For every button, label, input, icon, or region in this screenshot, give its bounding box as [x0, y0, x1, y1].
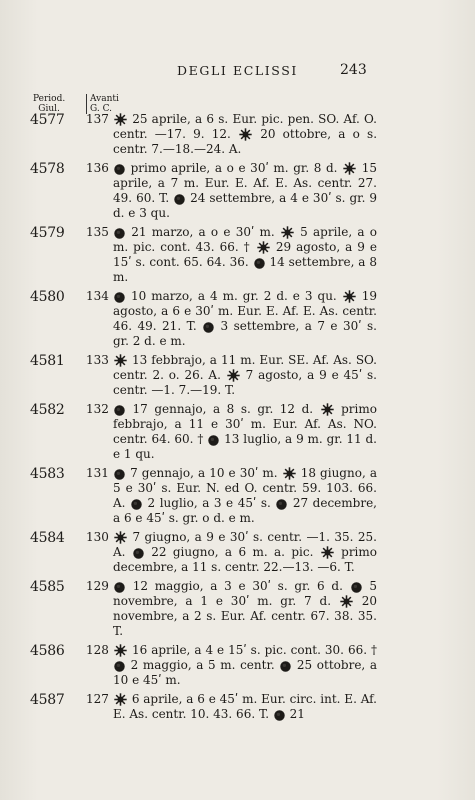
eclipse-entry — [0, 161, 475, 221]
year-before-christ: 132 — [86, 402, 109, 416]
entry-text: 20 novembre, a 2 s. Eur. Af. centr. 67. 38. 35. T. — [113, 594, 377, 638]
entry-text: 22 giugno, a 6 m. a. pic. — [144, 545, 320, 559]
sun-eclipse-icon — [321, 403, 334, 416]
entry-text: 17 gennajo, a 8 s. gr. 12 d. — [126, 402, 320, 416]
entry-text: 27 decembre, a 6 e 45ʹ s. gr. o d. e m. — [113, 496, 377, 525]
moon-eclipse-icon — [114, 164, 125, 175]
entry-text: 24 settembre, a 4 e 30ʹ s. gr. 9 d. e 3 qu. — [113, 191, 378, 220]
eclipse-entries — [0, 112, 475, 726]
sun-eclipse-icon — [257, 241, 270, 254]
eclipse-entry — [0, 643, 475, 688]
moon-eclipse-icon — [114, 582, 125, 593]
entry-text: 7 agosto, a 9 e 45ʹ s. centr. —1. 7.—19. T. — [113, 368, 377, 397]
sun-eclipse-icon — [114, 644, 127, 657]
entry-text: 5 novembre, a 1 e 30ʹ m. gr. 7 d. — [113, 579, 377, 608]
eclipse-description — [113, 112, 377, 157]
eclipse-description — [113, 692, 377, 722]
sun-eclipse-icon — [227, 369, 240, 382]
year-before-christ: 136 — [86, 161, 109, 175]
sun-eclipse-icon — [114, 531, 127, 544]
entry-text: 6 aprile, a 6 e 45ʹ m. Eur. circ. int. E. Af. E. As. centr. 10. 43. 66. T. — [113, 692, 377, 721]
julian-period-year: 4584 — [30, 530, 65, 546]
moon-eclipse-icon — [203, 322, 214, 333]
julian-period-year: 4585 — [30, 579, 65, 595]
entry-text: primo aprile, a o e 30ʹ m. gr. 8 d. — [126, 161, 343, 175]
eclipse-description — [113, 643, 377, 688]
eclipse-description — [113, 161, 377, 221]
entry-text: 21 marzo, a o e 30ʹ m. — [126, 225, 280, 239]
entry-text: 3 settembre, a 7 e 30ʹ s. gr. 2 d. e m. — [113, 319, 377, 348]
eclipse-entry — [0, 466, 475, 526]
moon-eclipse-icon — [114, 661, 125, 672]
moon-eclipse-icon — [114, 405, 125, 416]
moon-eclipse-icon — [208, 435, 219, 446]
eclipse-entry — [0, 225, 475, 285]
year-before-christ: 137 — [86, 112, 109, 126]
moon-eclipse-icon — [351, 582, 362, 593]
julian-period-year: 4583 — [30, 466, 65, 482]
sun-eclipse-icon — [239, 128, 252, 141]
eclipse-description — [113, 466, 377, 526]
julian-period-year: 4587 — [30, 692, 65, 708]
year-before-christ: 134 — [86, 289, 109, 303]
entry-text: 19 agosto, a 6 e 30ʹ m. Eur. E. Af. E. As. centr. 46. 49. 21. T. — [113, 289, 377, 333]
julian-period-year: 4582 — [30, 402, 65, 418]
entry-text: 5 aprile, a o m. pic. cont. 43. 66. † — [113, 225, 378, 254]
sun-eclipse-icon — [343, 290, 356, 303]
year-before-christ: 127 — [86, 692, 109, 706]
entry-text: 7 giugno, a 9 e 30ʹ s. centr. —1. 35. 25. A. — [113, 530, 377, 559]
sun-eclipse-icon — [343, 162, 356, 175]
entry-text: primo decembre, a 11 s. centr. 22.—13. —6. T. — [113, 545, 377, 574]
entry-text: 15 aprile, a 7 m. Eur. E. Af. E. As. centr. 27. 49. 60. T. — [113, 161, 377, 205]
year-before-christ: 131 — [86, 466, 109, 480]
moon-eclipse-icon — [280, 661, 291, 672]
entry-text: 25 aprile, a 6 s. Eur. pic. pen. SO. Af. O. centr. —17. 9. 12. — [113, 112, 377, 141]
year-before-christ: 135 — [86, 225, 109, 239]
page-number: 243 — [340, 62, 367, 78]
entry-text: 10 marzo, a 4 m. gr. 2 d. e 3 qu. — [126, 289, 342, 303]
year-before-christ: 128 — [86, 643, 109, 657]
eclipse-entry — [0, 353, 475, 398]
moon-eclipse-icon — [133, 548, 144, 559]
eclipse-entry — [0, 289, 475, 349]
entry-text: 2 maggio, a 5 m. centr. — [126, 658, 280, 672]
julian-period-year: 4577 — [30, 112, 65, 128]
entry-text: 21 — [285, 707, 305, 721]
eclipse-description — [113, 402, 377, 462]
eclipse-entry — [0, 402, 475, 462]
entry-text: 7 gennajo, a 10 e 30ʹ m. — [126, 466, 282, 480]
entry-text: 14 settembre, a 8 m. — [113, 255, 377, 284]
column-header-period: Period. Giul. — [33, 94, 66, 114]
moon-eclipse-icon — [174, 194, 185, 205]
column-header-avanti: Avanti G. C. — [86, 94, 119, 114]
entry-text: 12 maggio, a 3 e 30ʹ s. gr. 6 d. — [126, 579, 350, 593]
entry-text: 13 luglio, a 9 m. gr. 11 d. e 1 qu. — [113, 432, 377, 461]
julian-period-year: 4580 — [30, 289, 65, 305]
eclipse-entry — [0, 112, 475, 157]
entry-text: 20 ottobre, a o s. centr. 7.—18.—24. A. — [113, 127, 378, 156]
year-before-christ: 129 — [86, 579, 109, 593]
eclipse-entry — [0, 579, 475, 639]
julian-period-year: 4586 — [30, 643, 65, 659]
running-title: DEGLI ECLISSI — [177, 63, 298, 78]
eclipse-entry — [0, 692, 475, 722]
entry-text: 16 aprile, a 4 e 15ʹ s. pic. cont. 30. 66. † — [128, 643, 377, 657]
eclipse-description — [113, 225, 377, 285]
julian-period-year: 4581 — [30, 353, 65, 369]
entry-text: 25 ottobre, a 10 e 45ʹ m. — [113, 658, 378, 687]
entry-text: 29 agosto, a 9 e 15ʹ s. cont. 65. 64. 36. — [113, 240, 377, 269]
entry-text: 18 giugno, a 5 e 30ʹ s. Eur. N. ed O. centr. 59. 103. 66. A. — [113, 466, 377, 510]
moon-eclipse-icon — [114, 292, 125, 303]
eclipse-description — [113, 353, 377, 398]
year-before-christ: 130 — [86, 530, 109, 544]
eclipse-entry — [0, 530, 475, 575]
entry-text: primo febbrajo, a 11 e 30ʹ m. Eur. Af. As. NO. centr. 64. 60. † — [113, 402, 377, 446]
sun-eclipse-icon — [340, 595, 353, 608]
sun-eclipse-icon — [114, 354, 127, 367]
sun-eclipse-icon — [321, 546, 334, 559]
julian-period-year: 4579 — [30, 225, 65, 241]
moon-eclipse-icon — [254, 258, 265, 269]
sun-eclipse-icon — [283, 467, 296, 480]
sun-eclipse-icon — [281, 226, 294, 239]
entry-text: 13 febbrajo, a 11 m. Eur. SE. Af. As. SO. centr. 2. o. 26. A. — [113, 353, 377, 382]
moon-eclipse-icon — [276, 499, 287, 510]
entry-text: 2 luglio, a 3 e 45ʹ s. — [143, 496, 276, 510]
moon-eclipse-icon — [131, 499, 142, 510]
julian-period-year: 4578 — [30, 161, 65, 177]
eclipse-description — [113, 579, 377, 639]
year-before-christ: 133 — [86, 353, 109, 367]
moon-eclipse-icon — [274, 710, 285, 721]
moon-eclipse-icon — [114, 469, 125, 480]
moon-eclipse-icon — [114, 228, 125, 239]
sun-eclipse-icon — [114, 693, 127, 706]
eclipse-description — [113, 530, 377, 575]
sun-eclipse-icon — [114, 113, 127, 126]
eclipse-description — [113, 289, 377, 349]
